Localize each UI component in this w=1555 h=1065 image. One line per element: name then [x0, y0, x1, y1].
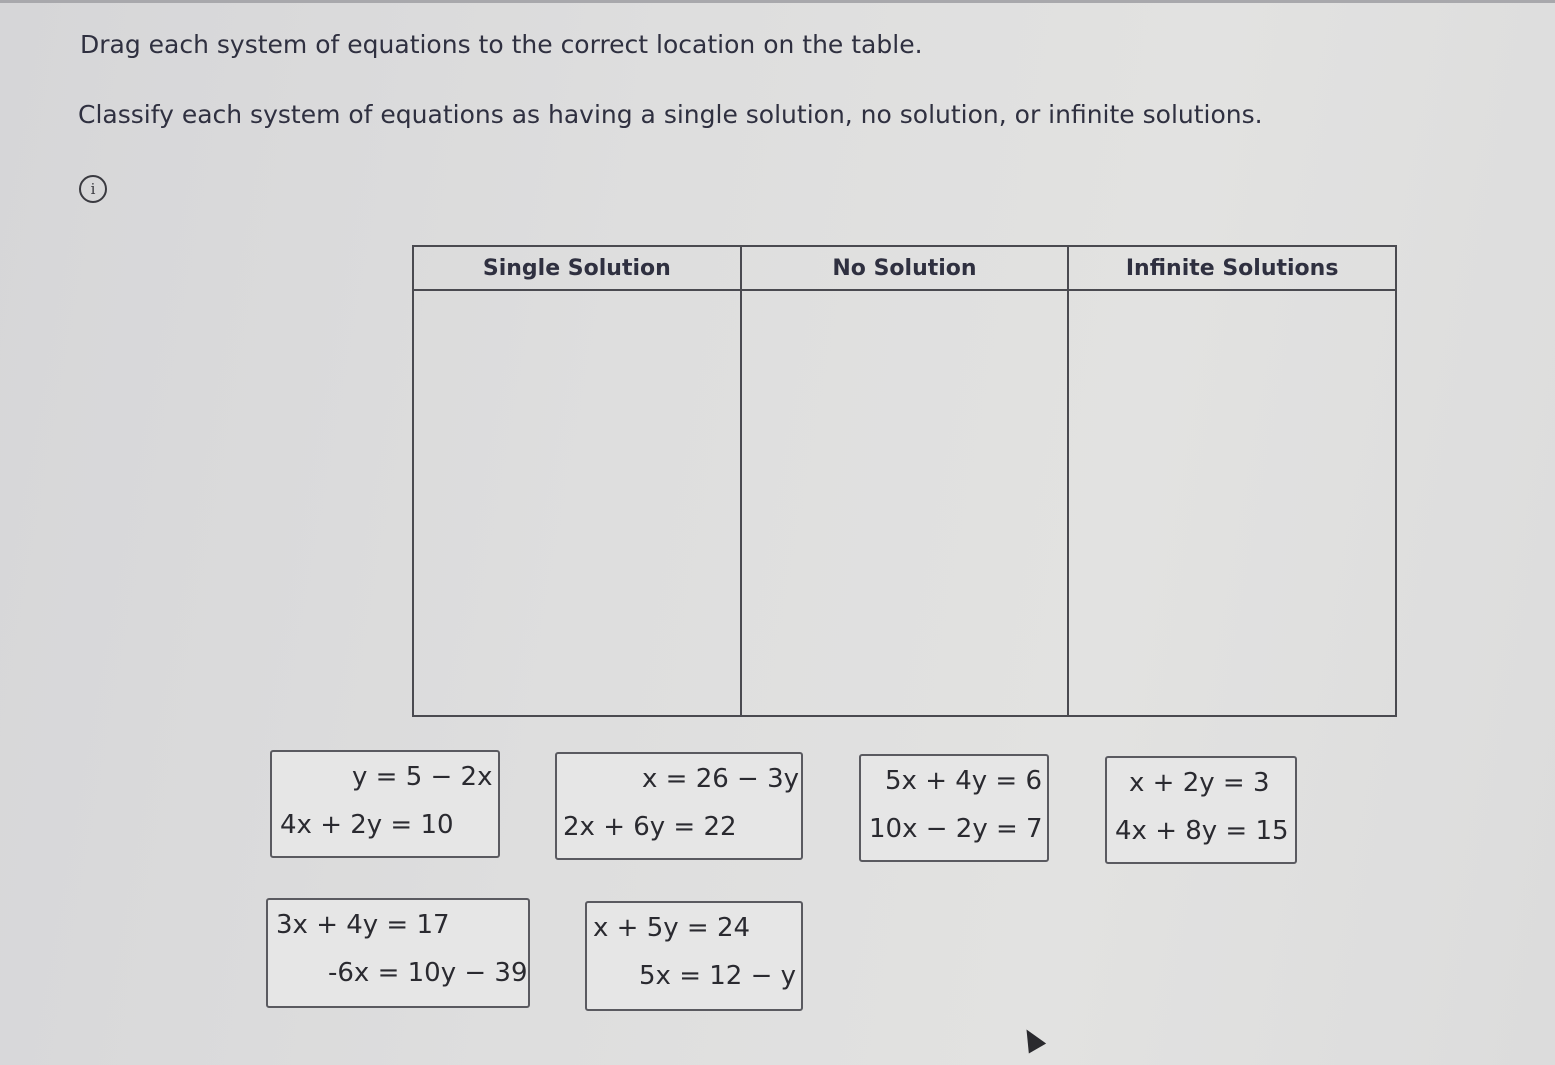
equation-card-2[interactable] [555, 752, 803, 860]
card-6-equation-1: x + 5y = 24 [593, 913, 751, 943]
card-4-equation-2: 4x + 8y = 15 [1115, 816, 1289, 846]
top-border [0, 0, 1555, 3]
equation-card-3[interactable] [859, 754, 1049, 862]
dropzone-single-solution[interactable] [413, 290, 741, 716]
card-2-equation-2: 2x + 6y = 22 [563, 812, 737, 842]
header-no-solution: No Solution [741, 246, 1069, 290]
card-1-equation-2: 4x + 2y = 10 [280, 810, 454, 840]
instruction-drag: Drag each system of equations to the correct location on the table. [80, 30, 923, 59]
equation-card-5[interactable] [266, 898, 530, 1008]
card-1-equation-1: y = 5 − 2x [352, 762, 493, 792]
classification-table [412, 245, 1397, 717]
instruction-classify: Classify each system of equations as having a single solution, no solution, or infinite solutions. [78, 100, 1263, 129]
card-5-equation-2: -6x = 10y − 39 [328, 958, 528, 988]
card-2-equation-1: x = 26 − 3y [642, 764, 800, 794]
card-5-equation-1: 3x + 4y = 17 [276, 910, 450, 940]
card-3-equation-2: 10x − 2y = 7 [869, 814, 1043, 844]
header-infinite-solutions: Infinite Solutions [1068, 246, 1396, 290]
mouse-cursor-icon [1018, 1024, 1046, 1053]
header-single-solution: Single Solution [413, 246, 741, 290]
card-6-equation-2: 5x = 12 − y [639, 961, 797, 991]
card-3-equation-1: 5x + 4y = 6 [885, 766, 1043, 796]
dropzone-no-solution[interactable] [741, 290, 1069, 716]
equation-card-4[interactable] [1105, 756, 1297, 864]
dropzone-infinite-solutions[interactable] [1068, 290, 1396, 716]
card-4-equation-1: x + 2y = 3 [1129, 768, 1270, 798]
equation-card-6[interactable] [585, 901, 803, 1011]
info-icon[interactable]: i [79, 175, 107, 203]
equation-card-1[interactable] [270, 750, 500, 858]
